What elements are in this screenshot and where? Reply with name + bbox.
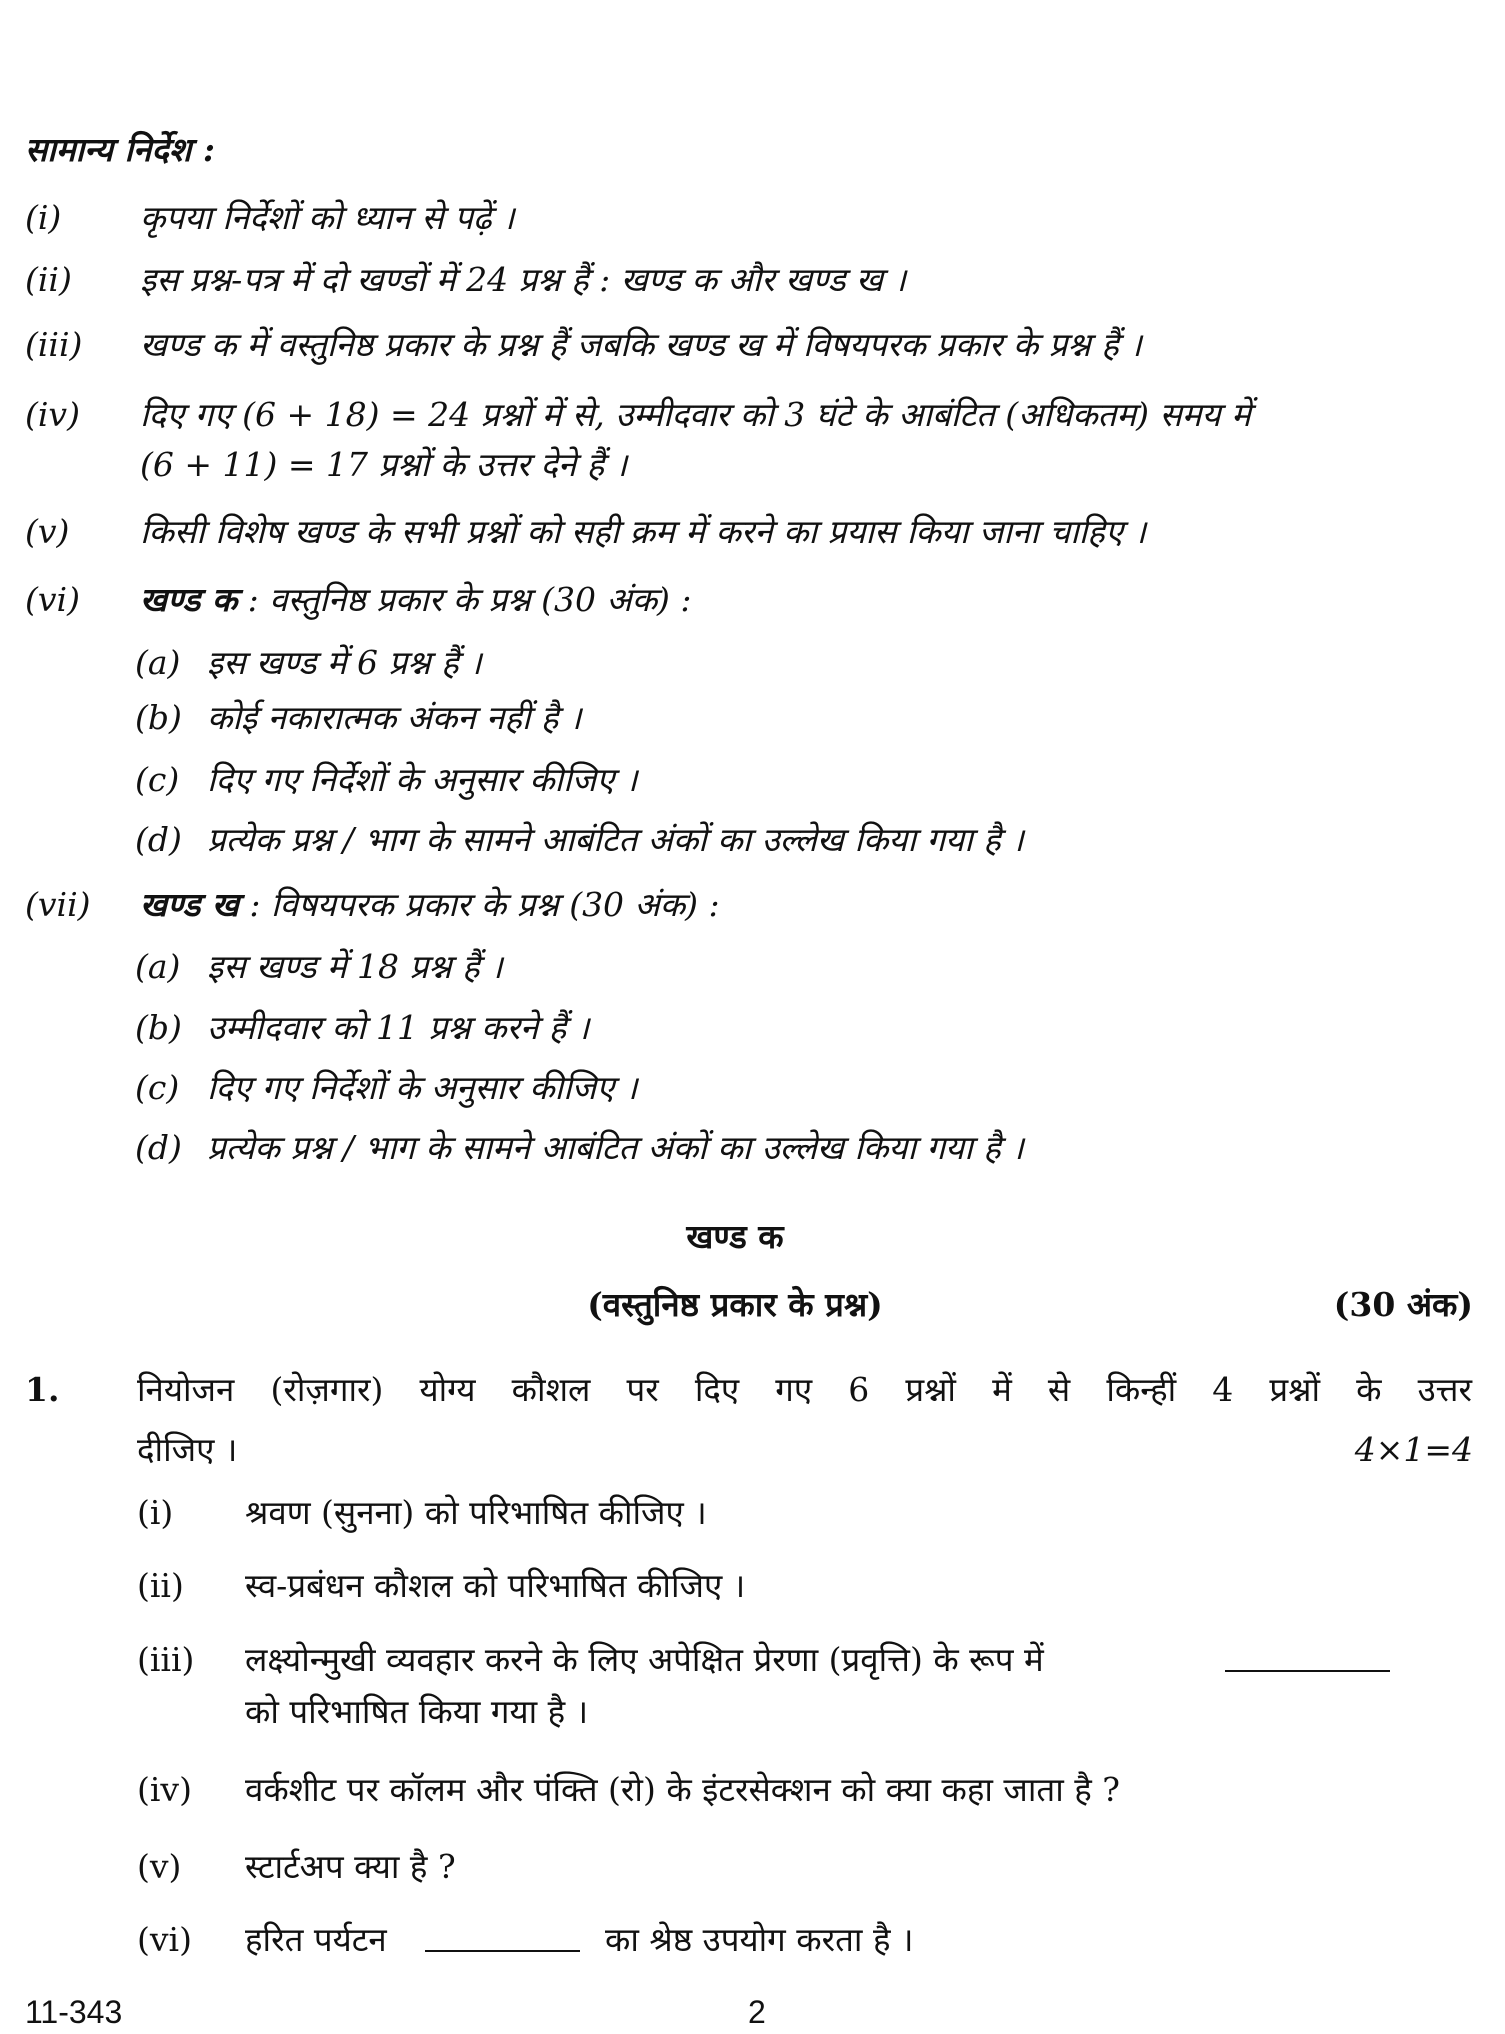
item-text: खण्ड क में वस्तुनिष्ठ प्रकार के प्रश्न हैं जबकि खण्ड ख में विषयपरक प्रकार के प्रश्न हैं । — [140, 325, 1142, 364]
sub-label: (a) — [135, 947, 181, 986]
sub-label: (a) — [135, 643, 181, 682]
sub-label: (d) — [135, 1128, 182, 1167]
item-text: : विषयपरक प्रकार के प्रश्न (30 अंक) : — [249, 885, 720, 924]
page-number: 2 — [748, 1994, 766, 2030]
part-text: वर्कशीट पर कॉलम और पंक्ति (रो) के इंटरसेक्शन को क्या कहा जाता है ? — [245, 1770, 1120, 1809]
item-label: (vi) — [25, 580, 80, 619]
part-text: स्व-प्रबंधन कौशल को परिभाषित कीजिए । — [245, 1566, 746, 1605]
part-label: (iii) — [137, 1640, 195, 1679]
item-label: (vii) — [25, 885, 91, 924]
item-text: कृपया निर्देशों को ध्यान से पढ़ें । — [140, 198, 515, 237]
sub-text: इस खण्ड में 6 प्रश्न हैं । — [207, 643, 482, 682]
answer-blank — [1225, 1640, 1390, 1681]
part-text-continued: का श्रेष्ठ उपयोग करता है । — [605, 1920, 914, 1959]
section-name: खण्ड ख — [140, 885, 239, 924]
item-label: (i) — [25, 198, 62, 237]
sub-text: उम्मीदवार को 11 प्रश्न करने हैं । — [207, 1008, 590, 1047]
question-text-continued: दीजिए । — [137, 1430, 238, 1469]
part-text: स्टार्टअप क्या है ? — [245, 1847, 456, 1886]
sub-text: दिए गए निर्देशों के अनुसार कीजिए । — [207, 760, 638, 799]
sub-label: (d) — [135, 820, 182, 859]
sub-text: इस खण्ड में 18 प्रश्न हैं । — [207, 947, 503, 986]
part-label: (iv) — [137, 1770, 192, 1809]
part-text-continued: को परिभाषित किया गया है । — [245, 1692, 589, 1731]
part-text: हरित पर्यटन — [245, 1920, 387, 1959]
section-title: खण्ड क — [686, 1217, 784, 1256]
item-text: इस प्रश्न-पत्र में दो खण्डों में 24 प्रश्न हैं : खण्ड क और खण्ड ख । — [140, 260, 906, 299]
sub-label: (c) — [135, 760, 180, 799]
item-text: : वस्तुनिष्ठ प्रकार के प्रश्न (30 अंक) : — [247, 580, 692, 619]
instructions-heading: सामान्य निर्देश : — [25, 130, 215, 169]
section-marks: (30 अंक) — [1333, 1285, 1473, 1324]
item-label: (iii) — [25, 325, 83, 364]
item-text: दिए गए (6 + 18) = 24 प्रश्नों में से, उम्मीदवार को 3 घंटे के आबंटित (अधिकतम) समय में — [140, 395, 1251, 434]
item-label: (ii) — [25, 260, 72, 299]
section-subtitle: (वस्तुनिष्ठ प्रकार के प्रश्न) — [587, 1285, 883, 1324]
item-text-continued: (6 + 11) = 17 प्रश्नों के उत्तर देने हैं । — [140, 445, 628, 484]
sub-label: (b) — [135, 698, 182, 737]
section-name: खण्ड क — [140, 580, 238, 619]
part-text: श्रवण (सुनना) को परिभाषित कीजिए । — [245, 1493, 707, 1532]
sub-text: प्रत्येक प्रश्न / भाग के सामने आबंटित अंकों का उल्लेख किया गया है । — [207, 820, 1024, 859]
item-label: (iv) — [25, 395, 80, 434]
part-label: (i) — [137, 1493, 174, 1532]
question-number: 1. — [25, 1370, 60, 1409]
part-label: (vi) — [137, 1920, 192, 1959]
part-text: लक्ष्योन्मुखी व्यवहार करने के लिए अपेक्षित प्रेरणा (प्रवृत्ति) के रूप में — [245, 1640, 1044, 1679]
sub-label: (c) — [135, 1068, 180, 1107]
part-label: (ii) — [137, 1566, 184, 1605]
sub-label: (b) — [135, 1008, 182, 1047]
answer-blank — [425, 1920, 580, 1961]
sub-text: कोई नकारात्मक अंकन नहीं है । — [207, 698, 582, 737]
question-text: नियोजन (रोज़गार) योग्य कौशल पर दिए गए 6 प्रश्नों में से किन्हीं 4 प्रश्नों के उत्तर — [137, 1370, 1472, 1409]
question-marks: 4×1=4 — [1354, 1430, 1473, 1469]
item-text: किसी विशेष खण्ड के सभी प्रश्नों को सही क्रम में करने का प्रयास किया जाना चाहिए । — [140, 512, 1147, 551]
item-label: (v) — [25, 512, 70, 551]
sub-text: दिए गए निर्देशों के अनुसार कीजिए । — [207, 1068, 638, 1107]
footer-code: 11-343 — [25, 1994, 123, 2030]
sub-text: प्रत्येक प्रश्न / भाग के सामने आबंटित अंकों का उल्लेख किया गया है । — [207, 1128, 1024, 1167]
part-label: (v) — [137, 1847, 182, 1886]
